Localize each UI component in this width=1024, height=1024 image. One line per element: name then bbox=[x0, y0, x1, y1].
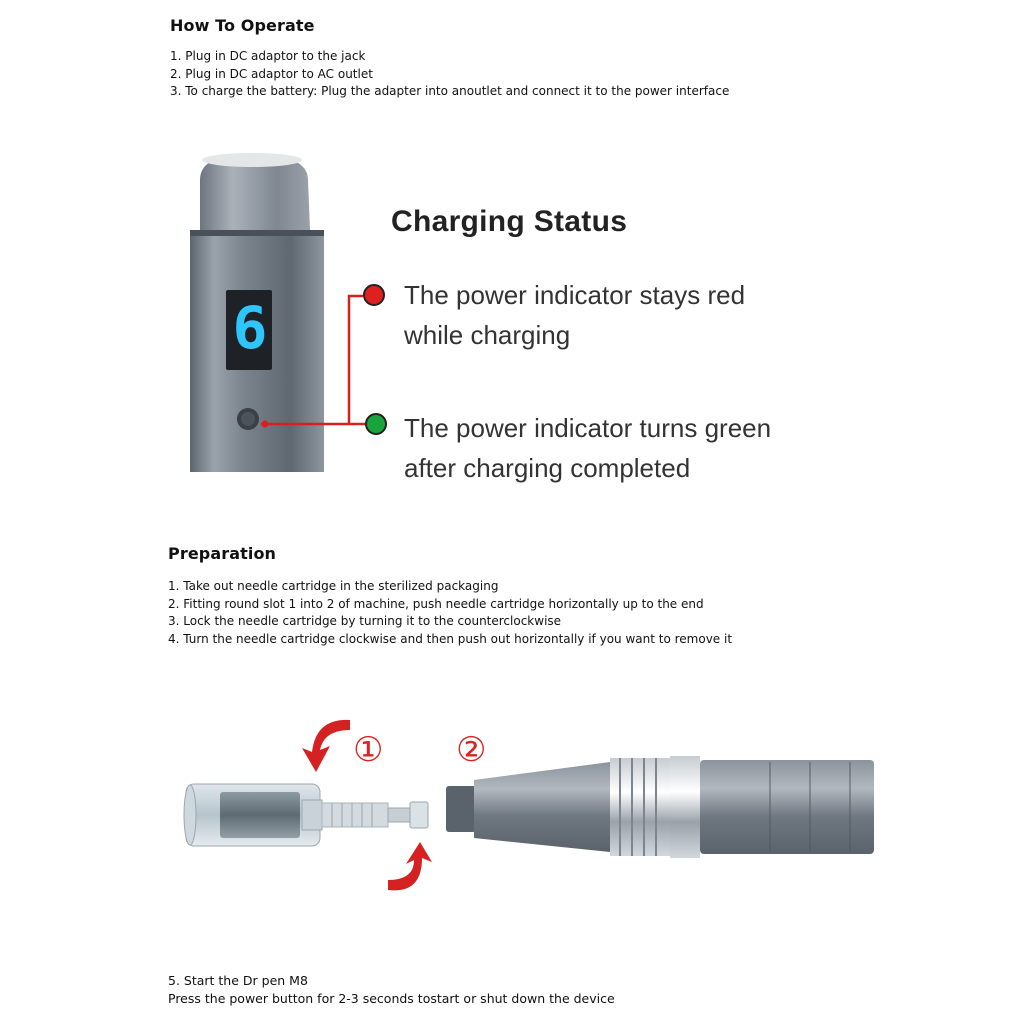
preparation-steps bbox=[168, 578, 732, 648]
slot-label-1: ① bbox=[353, 731, 384, 769]
red-indicator-text bbox=[404, 275, 745, 355]
preparation-heading: Preparation bbox=[168, 544, 277, 563]
green-indicator-text bbox=[404, 408, 771, 488]
green-indicator-line-2: after charging completed bbox=[404, 453, 691, 483]
rotate-clockwise-arrow-icon bbox=[382, 840, 434, 898]
operate-step-1: 1. Plug in DC adaptor to the jack bbox=[170, 49, 366, 63]
rotate-counterclockwise-arrow-icon bbox=[298, 712, 358, 774]
operate-step-2: 2. Plug in DC adaptor to AC outlet bbox=[170, 66, 373, 81]
green-indicator-line-1: The power indicator turns green bbox=[404, 413, 772, 443]
green-indicator-dot bbox=[365, 413, 387, 435]
prep-step-2: 2. Fitting round slot 1 into 2 of machine, push needle cartridge horizontally up to the end bbox=[168, 596, 704, 611]
how-to-operate-steps bbox=[170, 48, 729, 101]
pen-machine-illustration bbox=[440, 752, 874, 862]
red-indicator-line-1: The power indicator stays red bbox=[404, 280, 746, 310]
start-line-1: 5. Start the Dr pen M8 bbox=[168, 973, 308, 988]
slot-label-2: ② bbox=[456, 731, 487, 769]
charging-status-title: Charging Status bbox=[391, 205, 628, 238]
prep-step-4: 4. Turn the needle cartridge clockwise and then push out horizontally if you want to remove it bbox=[168, 631, 733, 646]
start-line-2: Press the power button for 2-3 seconds tostart or shut down the device bbox=[168, 990, 615, 1006]
start-instructions bbox=[168, 972, 615, 1007]
prep-step-3: 3. Lock the needle cartridge by turning it to the counterclockwise bbox=[168, 614, 562, 628]
prep-step-1: 1. Take out needle cartridge in the sterilized packaging bbox=[168, 579, 499, 593]
indicator-connector-lines bbox=[255, 288, 375, 438]
operate-step-3: 3. To charge the battery: Plug the adapter into anoutlet and connect it to the power interface bbox=[170, 84, 730, 98]
how-to-operate-heading: How To Operate bbox=[170, 16, 315, 35]
red-indicator-dot bbox=[363, 284, 385, 306]
red-indicator-line-2: while charging bbox=[404, 320, 571, 350]
display-digit: 6 bbox=[232, 294, 268, 362]
